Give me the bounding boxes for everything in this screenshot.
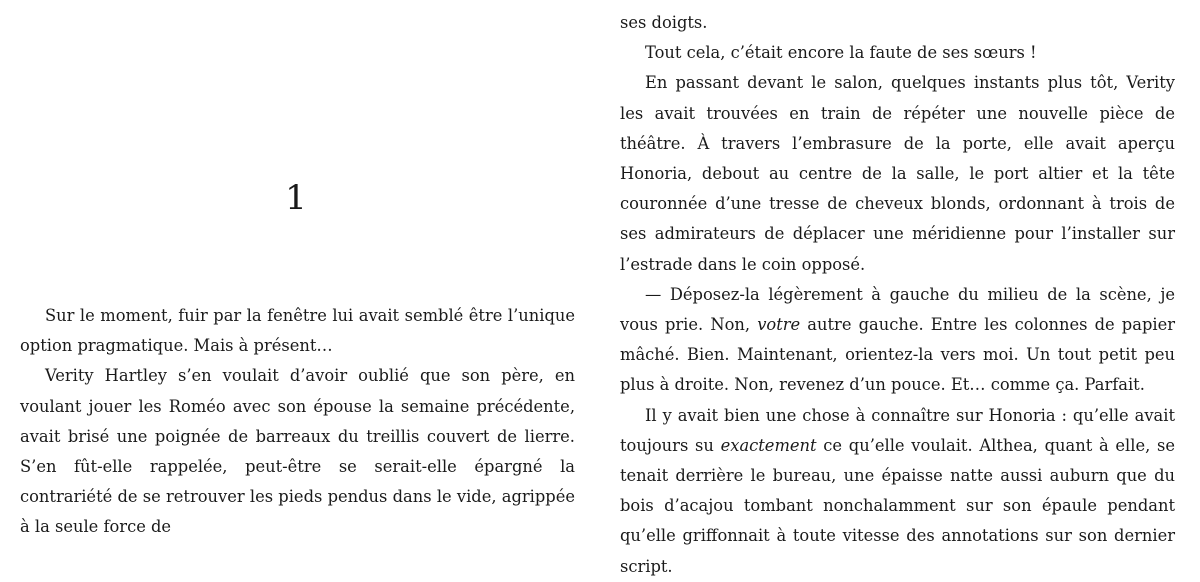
emphasis-text: exactement bbox=[720, 435, 817, 455]
text-run: — Déposez-la légèrement à gauche du milieu de la scène, je vous prie. Non, bbox=[620, 284, 1175, 335]
right-page bbox=[600, 0, 1200, 576]
emphasis-text: votre bbox=[757, 315, 801, 335]
text-run: ce qu’elle voulait. Althea, quant à elle, se tenait derrière le bureau, une épaisse natte aussi auburn que du bois d’acajou tombant nonchalamment sur son épaule pendant qu’elle griffonnait à toute vitesse des annotations sur son dernier script. bbox=[620, 435, 1175, 576]
dialogue-paragraph bbox=[620, 280, 1175, 401]
left-page bbox=[0, 0, 600, 541]
left-page-body bbox=[20, 301, 575, 543]
text-run: Il y avait bien une chose à connaître sur Honoria : qu’elle avait toujours su bbox=[620, 405, 1175, 455]
text-run: autre gauche. Entre les colonnes de papier mâché. Bien. Maintenant, orientez-la vers moi. Un tout petit peu plus à droite. Non, revenez d’un pouce. Et… comme ça. Parfait. bbox=[620, 315, 1175, 395]
paragraph: Sur le moment, fuir par la fenêtre lui avait semblé être l’unique option pragmatique. Mais à présent… bbox=[20, 306, 575, 356]
right-page-body bbox=[620, 8, 1175, 582]
paragraph bbox=[620, 401, 1175, 582]
chapter-number: 1 bbox=[285, 178, 307, 218]
paragraph: Verity Hartley s’en voulait d’avoir oublié que son père, en voulant jouer les Roméo avec son épouse la semaine précédente, avait brisé une poignée de barreaux du treillis couvert de lierre. S’en fût-elle rappelée, peut-être se serait-elle épargné la contrariété de se retrouver les pieds pendus dans le vide, agrippée à la seule force de bbox=[20, 366, 575, 537]
paragraph: Tout cela, c’était encore la faute de ses sœurs ! bbox=[645, 43, 1037, 63]
paragraph-continuation: ses doigts. bbox=[620, 13, 708, 32]
paragraph: En passant devant le salon, quelques instants plus tôt, Verity les avait trouvées en train de répéter une nouvelle pièce de théâtre. À travers l’embrasure de la porte, elle avait aperçu Honoria, debout au centre de la salle, le port altier et la tête couronnée d’une tresse de cheveux blonds, ordonnant à trois de ses admirateurs de déplacer une méridienne pour l’installer sur l’estrade dans le coin opposé. bbox=[620, 73, 1175, 274]
